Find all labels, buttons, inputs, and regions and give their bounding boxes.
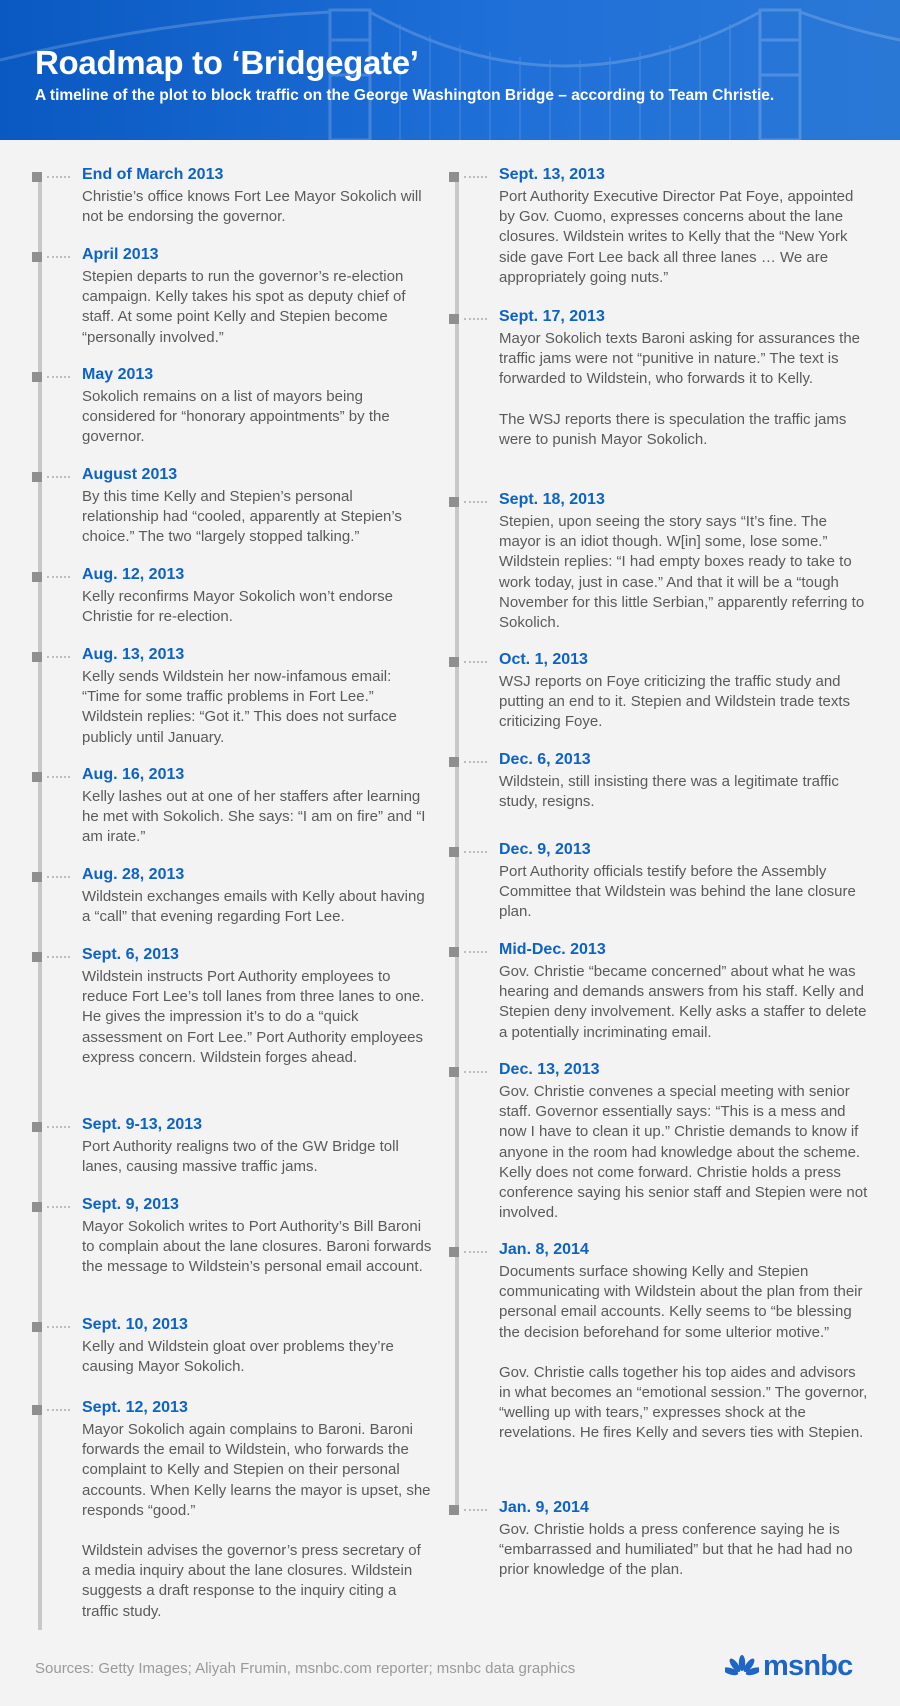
entry-date: Sept. 9-13, 2013	[82, 1116, 203, 1133]
timeline-marker	[449, 847, 459, 857]
entry-date: Aug. 12, 2013	[82, 566, 185, 583]
timeline-entry	[32, 645, 432, 748]
timeline-marker	[32, 872, 42, 882]
entry-date: May 2013	[82, 366, 154, 383]
entry-text-2: The WSJ reports there is speculation the traffic jams were to punish Mayor Sokolich.	[499, 410, 847, 448]
header-banner	[0, 0, 900, 140]
timeline-entry	[449, 490, 869, 633]
timeline-marker	[449, 657, 459, 667]
entry-text: Gov. Christie convenes a special meeting with senior staff. Governor essentially says: “This is a mess and now I have to clean it up.” Christie demands to know if anyone in the room had knowledge about the scheme. Kelly does not come forward. Christie holds a press conference saying his senior staff and Stepien were not involved.	[499, 1083, 868, 1222]
entry-date: Jan. 8, 2014	[499, 1241, 589, 1258]
sources-credit: Sources: Getty Images; Aliyah Frumin, msnbc.com reporter; msnbc data graphics	[35, 1660, 576, 1677]
entry-text: Wildstein exchanges emails with Kelly about having a “call” that evening regarding Fort Lee.	[82, 888, 425, 926]
msnbc-logo	[725, 1650, 852, 1683]
entry-date: Dec. 9, 2013	[499, 841, 591, 858]
entry-date: April 2013	[82, 246, 159, 263]
entry-text-2: Gov. Christie calls together his top aides and advisors in what becomes an “emotional session.” The governor, “welling up with tears,” expresses shock at the revelations. He fires Kelly and severs ties with Stepien.	[499, 1363, 868, 1442]
timeline-marker	[32, 472, 42, 482]
entry-date: Aug. 13, 2013	[82, 646, 185, 663]
entry-text: Documents surface showing Kelly and Stepien communicating with Wildstein about the plan from their personal email accounts. Kelly seems to “be blessing the decision beforehand for some ulterior motive.”	[499, 1263, 863, 1341]
timeline-marker	[32, 652, 42, 662]
timeline-entry	[449, 940, 869, 1043]
timeline-marker	[449, 1505, 459, 1515]
entry-date: August 2013	[82, 466, 178, 483]
entry-text: WSJ reports on Foye criticizing the traffic study and putting an end to it. Stepien and Wildstein trade texts criticizing Foye.	[499, 673, 851, 731]
entry-date: Sept. 9, 2013	[82, 1196, 179, 1213]
timeline-entry	[449, 650, 869, 733]
entry-text: Port Authority realigns two of the GW Bridge toll lanes, causing massive traffic jams.	[82, 1138, 399, 1176]
entry-date: Sept. 12, 2013	[82, 1399, 188, 1416]
entry-text: Gov. Christie “became concerned” about what he was hearing and demands answers from his staff. Kelly and Stepien deny involvement. Kelly asks a staffer to delete a potentially incriminating email.	[499, 963, 867, 1041]
timeline-entry	[32, 565, 432, 627]
entry-text: Stepien departs to run the governor’s re-election campaign. Kelly takes his spot as deputy chief of staff. At some point Kelly and Stepien become “personally involved.”	[82, 268, 406, 346]
timeline-entry	[32, 245, 432, 348]
timeline-marker	[449, 757, 459, 767]
entry-text: Wildstein instructs Port Authority employees to reduce Fort Lee’s toll lanes from three lanes to one. He gives the impression it’s to do a “quick assessment on Fort Lee.” Port Authority employees express concern. Wildstein forges ahead.	[82, 968, 425, 1066]
timeline-entry	[449, 1060, 869, 1223]
entry-date: Sept. 6, 2013	[82, 946, 179, 963]
entry-date: Dec. 6, 2013	[499, 751, 591, 768]
timeline-marker	[32, 372, 42, 382]
entry-text: Sokolich remains on a list of mayors being considered for “honorary appointments” by the governor.	[82, 388, 390, 446]
entry-text: Kelly lashes out at one of her staffers after learning he met with Sokolich. She says: “I am on fire” and “I am irate.”	[82, 788, 426, 846]
logo-wordmark: msnbc	[763, 1650, 853, 1682]
timeline-marker	[449, 172, 459, 182]
timeline-entry	[32, 865, 432, 927]
entry-date: Sept. 10, 2013	[82, 1316, 188, 1333]
timeline-marker	[32, 1405, 42, 1415]
entry-text: Mayor Sokolich texts Baroni asking for assurances the traffic jams were not “punitive in nature.” The text is forwarded to Wildstein, who forwards it to Kelly.	[499, 330, 861, 388]
timeline-entry	[32, 1195, 432, 1278]
entry-date: Jan. 9, 2014	[499, 1499, 589, 1516]
timeline-entry	[449, 1240, 869, 1444]
timeline-marker	[32, 952, 42, 962]
entry-date: Aug. 16, 2013	[82, 766, 185, 783]
timeline-marker	[449, 947, 459, 957]
entry-text: Mayor Sokolich writes to Port Authority’s Bill Baroni to complain about the lane closures. Baroni forwards the message to Wildstein’s personal email account.	[82, 1218, 432, 1276]
timeline-entry	[32, 165, 432, 227]
timeline-entry	[32, 1115, 432, 1177]
page-title: Roadmap to ‘Bridgegate’	[35, 44, 419, 81]
entry-text: Christie’s office knows Fort Lee Mayor Sokolich will not be endorsing the governor.	[82, 188, 422, 226]
timeline-entry	[449, 840, 869, 923]
entry-date: Sept. 17, 2013	[499, 308, 605, 325]
timeline-marker	[32, 1322, 42, 1332]
timeline-entry	[449, 307, 869, 450]
timeline-entry	[449, 750, 869, 812]
timeline-marker	[32, 1202, 42, 1212]
timeline-marker	[32, 572, 42, 582]
timeline-marker	[32, 772, 42, 782]
entry-text: Kelly reconfirms Mayor Sokolich won’t endorse Christie for re-election.	[82, 588, 393, 626]
timeline-marker	[32, 172, 42, 182]
timeline-entry	[449, 1498, 869, 1581]
entry-date: End of March 2013	[82, 166, 224, 183]
entry-text: Stepien, upon seeing the story says “It’s fine. The mayor is an idiot though. W[in] some, lose some.” Wildstein replies: “I had empty boxes ready to take to work today, just in case.” And that it will be a “tough November for this little Serbian,” apparently referring to Sokolich.	[499, 513, 865, 632]
timeline-marker	[449, 314, 459, 324]
entry-date: Sept. 13, 2013	[499, 166, 605, 183]
entry-date: Oct. 1, 2013	[499, 651, 588, 668]
entry-date: Sept. 18, 2013	[499, 491, 605, 508]
timeline-entry	[32, 945, 432, 1068]
timeline-marker	[449, 1067, 459, 1077]
entry-text: By this time Kelly and Stepien’s personal relationship had “cooled, apparently at Stepien’s choice.” The two “largely stopped talking.”	[82, 488, 402, 546]
entry-date: Dec. 13, 2013	[499, 1061, 600, 1078]
entry-date: Mid-Dec. 2013	[499, 941, 606, 958]
entry-text: Port Authority Executive Director Pat Foye, appointed by Gov. Cuomo, expresses concerns about the lane closures. Wildstein writes to Kelly that the “New York side gave Fort Lee back all three lanes … We are appropriately going nuts.”	[499, 188, 854, 286]
page-subtitle: A timeline of the plot to block traffic on the George Washington Bridge – according to Team Christie.	[35, 87, 775, 104]
entry-text: Kelly sends Wildstein her now-infamous email: “Time for some traffic problems in Fort Lee.” Wildstein replies: “Got it.” This does not surface publicly until January.	[82, 668, 397, 746]
entry-date: Aug. 28, 2013	[82, 866, 185, 883]
timeline-marker	[449, 1247, 459, 1257]
timeline-entry	[32, 465, 432, 548]
entry-text: Mayor Sokolich again complains to Baroni. Baroni forwards the email to Wildstein, who forwards the complaint to Kelly and Stepien on their personal accounts. When Kelly learns the mayor is upset, she responds “good.”	[82, 1421, 431, 1519]
entry-text: Port Authority officials testify before the Assembly Committee that Wildstein was behind the lane closure plan.	[499, 863, 856, 921]
timeline-entry	[449, 165, 869, 288]
timeline-marker	[32, 1122, 42, 1132]
peacock-icon	[725, 1655, 759, 1679]
timeline-entry	[32, 365, 432, 448]
timeline-entry	[32, 1315, 432, 1377]
entry-text-2: Wildstein advises the governor’s press secretary of a media inquiry about the lane closures. Wildstein suggests a draft response to the inquiry citing a traffic study.	[82, 1542, 421, 1620]
timeline-marker	[449, 497, 459, 507]
entry-text: Kelly and Wildstein gloat over problems they’re causing Mayor Sokolich.	[82, 1338, 394, 1376]
timeline-entry	[32, 1398, 432, 1622]
timeline-entry	[32, 765, 432, 848]
entry-text: Gov. Christie holds a press conference saying he is “embarrassed and humiliated” but that he had had no prior knowledge of the plan.	[499, 1521, 853, 1579]
entry-text: Wildstein, still insisting there was a legitimate traffic study, resigns.	[499, 773, 839, 811]
timeline-marker	[32, 252, 42, 262]
